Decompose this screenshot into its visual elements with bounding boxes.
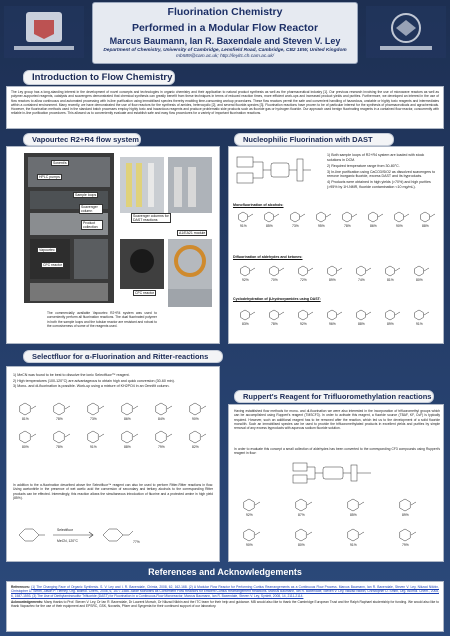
yield-label: 78% (344, 224, 351, 228)
ritter-yield: 77% (133, 540, 140, 544)
molecule-bond (337, 312, 342, 315)
yield-label: 90% (192, 417, 199, 421)
molecule-bond (337, 268, 342, 271)
yield-label: 73% (90, 417, 97, 421)
molecule-ring (369, 212, 378, 222)
yield-label: 81% (22, 417, 29, 421)
yield-label: 72% (300, 278, 307, 282)
molecule-bond (300, 214, 305, 217)
molecule-ring (296, 529, 306, 541)
yield-label: 92% (242, 278, 249, 282)
molecule-ring (156, 431, 166, 443)
molecule-bond (167, 434, 172, 437)
label-sample-loops: Sample loops (75, 193, 97, 197)
molecule-bond (99, 434, 104, 437)
intro-text: The Ley group has a long-standing interest in the development of novel concepts and technologies in organic chemistry and their application to natural product synthesis as well as the pharmaceutical industry [1]. Our previous research involving the use of microwave reactors as well as polymer-supported reagents, catalysts and scavengers demonstrated that chemical synthesis can greatly benefit from these techniques in terms of reduced reaction times, more efficient work-ups and increased product yields and purities. Furthermore, we developed an interest in the use of flow reactors to allow continuous and automated processing with in-line purification using immobilised species thereby enabling time-consuming workup procedures. These flow reactors permit the safe and convenient handling of hazardous, unstable or highly toxic reagents and intermediates within a contained environment. Many recently, we have demonstrated the use of flow reactors for the synthesis of amides, heterocyclic [2], and several fluoride-species [3]. Fluorination reactions have proven to be of particular interest for the synthesis of pharmaceuticals and agrochemicals. However, the fluorination methods used in the standard batch processes employ highly toxic and hazardous reagents and produce problematic side products such as fluoride gas or hydrogen fluoride. Our approach used benign fluorinating reagents in a contained flow reactor, concurrently with reliable in-line purification procedures. This allowed us to conveniently evaluate and establish safe and easy flow procedures for a variety of important fluorination reactions. (11, 90, 439, 116)
molecule-ring (291, 212, 300, 222)
molecule-ring (348, 499, 358, 511)
dast-flow-diagram (235, 153, 315, 193)
yield-label: 78% (271, 322, 278, 326)
poster-title-line2: Performed in a Modular Flow Reactor (131, 22, 319, 34)
poster-title-line1: Fluorination Chemistry (167, 6, 283, 18)
molecule-ring (270, 266, 279, 276)
cambridge-logo-icon (4, 6, 84, 58)
dast-subtitle-cyclodehydration: Cyclodehydration of β-hydroxyamides using DAST: (233, 297, 321, 301)
molecule-ring (386, 266, 395, 276)
ruppert-paragraph-2: In order to evaluate this concept a small collection of aldehydes has been converted to the corresponding CF3 compounds using Ruppert's reagent in flow: (234, 447, 440, 456)
yield-label: 86% (370, 224, 377, 228)
molecule-bond (307, 532, 312, 535)
molecule-ring (88, 403, 98, 415)
yield-label: 95% (318, 224, 325, 228)
yield-label: 80% (22, 445, 29, 449)
yield-label: 73% (292, 224, 299, 228)
molecule-bond (307, 502, 312, 505)
label-cfc-reactor: CFC reactor (43, 263, 63, 267)
ruppert-scheme (233, 493, 441, 559)
vapourtec-photos (8, 149, 220, 309)
label-hplc-pumps: HPLC pumps (39, 175, 60, 179)
molecule-bond (250, 312, 255, 315)
molecule-bond (99, 406, 104, 409)
dast-scheme-oxazolines (233, 303, 441, 343)
dast-subtitle-difluorination: Difluorination of aldehydes and ketones: (233, 255, 303, 259)
molecule-bond (308, 312, 313, 315)
molecule-ring (244, 529, 254, 541)
references-label: References: (11, 585, 30, 589)
yield-label: 85% (350, 513, 357, 517)
molecule-bond (430, 214, 435, 217)
molecule-ring (20, 431, 30, 443)
selectfluor-note-2: 2) High temperatures (100-120°C) are advantageous to obtain high and quick conversion (30-60 min). (13, 378, 175, 383)
label-scavenger-columns-dast: Scavenger columns for DAST reactions (131, 213, 171, 223)
selectfluor-note-3: 3) Mono- and di-fluorination is possible. Work-up using a mixture of KH2PO4 in an Omnifit column. (13, 384, 170, 388)
yield-label: 92% (300, 322, 307, 326)
selectfluor-panel (6, 366, 220, 562)
molecule-bond (133, 434, 138, 437)
molecule-bond (279, 312, 284, 315)
molecule-ring (400, 499, 410, 511)
molecule-ring (54, 403, 64, 415)
molecule-bond (411, 502, 416, 505)
dast-notes (327, 153, 439, 189)
yield-label: 70% (271, 278, 278, 282)
yield-label: 92% (246, 513, 253, 517)
label-product-collection: Product collection (81, 220, 103, 230)
yield-label: 86% (124, 417, 131, 421)
molecule-bond (378, 214, 383, 217)
yield-label: 96% (329, 322, 336, 326)
molecule-ring (122, 403, 132, 415)
molecule-bond (255, 532, 260, 535)
ruppert-panel (228, 404, 444, 562)
references-body[interactable]: (1) The Changing Face of Organic Synthesis. S. V. Ley and I. R. Baxendale, Chimia, 2008, 62, 162-168. (2) A Modular Flow Reactor for Performing Curtius Rearrangements as a Continuous Flow Process. Marcus Baumann, Ian R. Baxendale, Steven V. Ley, Nikzad Nikbin, Christopher D. Smith, Jason P. Tierney, Org. Biomol. Chem., 2008, 6, 1577-1586. Azide Monoliths as Convenient Flow Reactors for Efficient Curtius Rearrangement Reactions. Marcus Baumann, Ian R. Baxendale, Steven V. Ley, Nikzad Nikbin, Christopher D. Smith, Org. Biomol. Chem., 2008, 6, 1587-1593. (3) The Use of Diethylaminosulfur Trifluoride (DAST) for Fluorination in a Continuous-Flow Microreactor, Marcus Baumann, Ian R. Baxendale, Steven V. Ley, Synlett, 2008, 14, 2111-2114. (11, 585, 440, 598)
molecule-ring (88, 431, 98, 443)
molecule-bond (274, 214, 279, 217)
selectfluor-scheme (11, 397, 217, 481)
molecule-ring (296, 499, 306, 511)
yield-label: 88% (422, 224, 429, 228)
molecule-bond (279, 268, 284, 271)
molecule-bond (395, 268, 400, 271)
molecule-bond (366, 312, 371, 315)
ruppert-paragraph-1: Having established flow methods for mono- and di-fluorination we were also interested in the incorporation of trifluoromethyl groups which can be accomplished using Ruppert's reagent (TMSCF3). In order to activate this reagent, a fluoride source (TBAF, KF, CsF) is typically required. However, such an additional reagent has to be removed after the reaction, which led us to the development of a solid fluoride monolith. Such an immobilised species can be used to provide the trifluoromethylated products in excellent yields and purities by simple removal of any excess byproducts with aqueous sodium fluoride solution. (234, 409, 440, 431)
molecule-bond (359, 502, 364, 505)
contact: mb589@cam.ac.uk; http://leyitc.ch.cam.ac.uk/ (176, 54, 274, 59)
acknowledgements-label: Acknowledgements: (11, 599, 44, 604)
molecule-bond (359, 532, 364, 535)
authors: Marcus Baumann, Ian R. Baxendale and Steven V. Ley (109, 36, 341, 46)
title-box (92, 2, 358, 64)
intro-section-title: Introduction to Flow Chemistry (23, 70, 175, 85)
ruppert-section-title: Ruppert's Reagent for Trifluoromethylation reactions (234, 390, 434, 403)
intro-panel (6, 86, 444, 129)
yield-label: 87% (298, 513, 305, 517)
acknowledgements-body: Many thanks to Prof. Steven V. Ley, Dr Ian R. Baxendale, Dr Laurent Morsch, Dr Nikzad Nikbin and the ITC team for their help and guidance. MB would also like to thank the Cambridge European Trust and the Ralph Raphael studentship for funding. We would also like to thank Vapourtec for the use of their equipment and EPSRC, GSK, Novartis, Pfizer and Syngenta for their continued support of our laboratory. (11, 599, 440, 609)
yield-label: 78% (56, 417, 63, 421)
molecule-bond (250, 268, 255, 271)
dast-subtitle-monofluorination: Monofluorination of alcohols: (233, 203, 284, 207)
vapourtec-caption: The commercially available Vapourtec R2+R4 system was used to conveniently perform all fluorination reactions. The dual fluorinated polymer in both the sample loops and the tubular reactor are resistant and robust to the corrosiveness of some of the reagents used. (47, 311, 157, 328)
molecule-ring (357, 266, 366, 276)
molecule-bond (308, 268, 313, 271)
yield-label: 78% (56, 445, 63, 449)
dast-panel (228, 146, 444, 344)
vapourtec-panel (6, 146, 220, 344)
yield-label: 90% (246, 543, 253, 547)
molecule-ring (54, 431, 64, 443)
yield-label: 91% (416, 322, 423, 326)
poster-header (0, 0, 450, 66)
molecule-ring (156, 403, 166, 415)
molecule-ring (244, 499, 254, 511)
molecule-ring (328, 266, 337, 276)
yield-label: 79% (158, 445, 165, 449)
acknowledgements-text (11, 600, 439, 609)
ley-group-logo-icon (366, 6, 446, 58)
molecule-ring (270, 310, 279, 320)
selectfluor-ritter-paragraph: In addition to the α-fluorination described above the Selectfluor™ reagent can also be used to perform Ritter-Ritter reactions in flow. Using acetonitrile in the presence of wet acetic acid the conversion of secondary and tertiary alcohols to the corresponding Ritter products can be effected. Interestingly, this reaction allows the simultaneous introduction of fluorine and a protected amine in high yield (85%). (13, 483, 213, 500)
yield-label: 89% (402, 513, 409, 517)
molecule-ring (190, 403, 200, 415)
molecule-bond (65, 406, 70, 409)
molecule-ring (122, 431, 132, 443)
molecule-bond (65, 434, 70, 437)
yield-label: 79% (402, 543, 409, 547)
molecule-ring (239, 212, 248, 222)
molecule-bond (366, 268, 371, 271)
label-a1-ea21-module: A1/EA21 module (179, 231, 206, 235)
dast-scheme-carbonyls (233, 261, 441, 295)
molecule-ring (20, 403, 30, 415)
yield-label: 80% (298, 543, 305, 547)
molecule-bond (31, 434, 36, 437)
yield-label: 85% (266, 224, 273, 228)
dast-note-2: 2) Required temperature range from 30-80°C. (327, 163, 400, 168)
yield-label: 89% (329, 278, 336, 282)
molecule-ring (400, 529, 410, 541)
label-cfc-reactor-2: CFC reactor (135, 291, 155, 295)
yield-label: 84% (158, 417, 165, 421)
molecule-bond (133, 406, 138, 409)
molecule-ring (241, 266, 250, 276)
molecule-bond (395, 312, 400, 315)
molecule-ring (328, 310, 337, 320)
ritter-scheme (13, 515, 153, 555)
yield-label: 91% (90, 445, 97, 449)
yield-label: 88% (358, 322, 365, 326)
yield-label: 83% (242, 322, 249, 326)
label-vapourtec: Vapourtec (39, 248, 55, 252)
yield-label: 88% (124, 445, 131, 449)
yield-label: 91% (240, 224, 247, 228)
references-section-title: References and Acknowledgements (148, 567, 302, 577)
references-text (11, 585, 439, 598)
molecule-ring (265, 212, 274, 222)
molecule-bond (201, 434, 206, 437)
yield-label: 82% (192, 445, 199, 449)
molecule-bond (424, 268, 429, 271)
molecule-bond (248, 214, 253, 217)
yield-label: 74% (358, 278, 365, 282)
references-panel (6, 581, 444, 632)
svg-text:Selectfluor: Selectfluor (57, 528, 74, 532)
yield-label: 91% (350, 543, 357, 547)
svg-text:MeCN, 120°C: MeCN, 120°C (57, 539, 78, 543)
yield-label: 90% (396, 224, 403, 228)
molecule-ring (415, 266, 424, 276)
selectfluor-note-1: 1) MeCN was found to be best to dissolve the ionic Selectfluor™ reagent. (13, 373, 130, 377)
molecule-bond (411, 532, 416, 535)
label-solvents: Sovent/s (53, 161, 67, 165)
yield-label: 89% (387, 322, 394, 326)
dast-section-title: Nucleophilic Fluorination with DAST (234, 133, 394, 146)
label-scavenger-column: Scavenger column (79, 204, 103, 214)
affiliation: Department of Chemistry, University of Cambridge, Lensfield Road, Cambridge, CB2 1EW, United Kingdom (103, 48, 347, 53)
molecule-ring (241, 310, 250, 320)
selectfluor-notes (13, 373, 213, 389)
molecule-bond (255, 502, 260, 505)
yield-label: 81% (387, 278, 394, 282)
dast-note-3: 3) In-line purification using CaCO3/SiO2 as dissolved scavengers to remove inorganic fluoride, excess DAST and its byproducts. (327, 169, 436, 178)
yield-label: 80% (416, 278, 423, 282)
molecule-bond (424, 312, 429, 315)
molecule-bond (352, 214, 357, 217)
molecule-ring (343, 212, 352, 222)
ruppert-flow-diagram (291, 459, 381, 489)
molecule-ring (395, 212, 404, 222)
molecule-ring (357, 310, 366, 320)
molecule-ring (317, 212, 326, 222)
molecule-ring (190, 431, 200, 443)
molecule-bond (326, 214, 331, 217)
molecule-ring (299, 310, 308, 320)
dast-scheme-alcohols (233, 209, 441, 253)
molecule-bond (404, 214, 409, 217)
molecule-ring (348, 529, 358, 541)
molecule-ring (299, 266, 308, 276)
molecule-ring (386, 310, 395, 320)
dast-note-4: 4) Products were obtained in high yields (>70%) and high purities (>95% by 1H-NMR, fluoride contamination <10 mg/mL). (327, 180, 431, 189)
vapourtec-section-title: Vapourtec R2+R4 flow system (23, 133, 141, 146)
molecule-ring (421, 212, 430, 222)
molecule-bond (201, 406, 206, 409)
molecule-ring (415, 310, 424, 320)
dast-note-1: 1) Both sample loops of R2+R4 system are loaded with stock solutions in DCM. (327, 153, 425, 162)
molecule-bond (31, 406, 36, 409)
selectfluor-section-title: Selectfluor for α-Fluorination and Ritter-reactions (23, 350, 223, 363)
molecule-bond (167, 406, 172, 409)
